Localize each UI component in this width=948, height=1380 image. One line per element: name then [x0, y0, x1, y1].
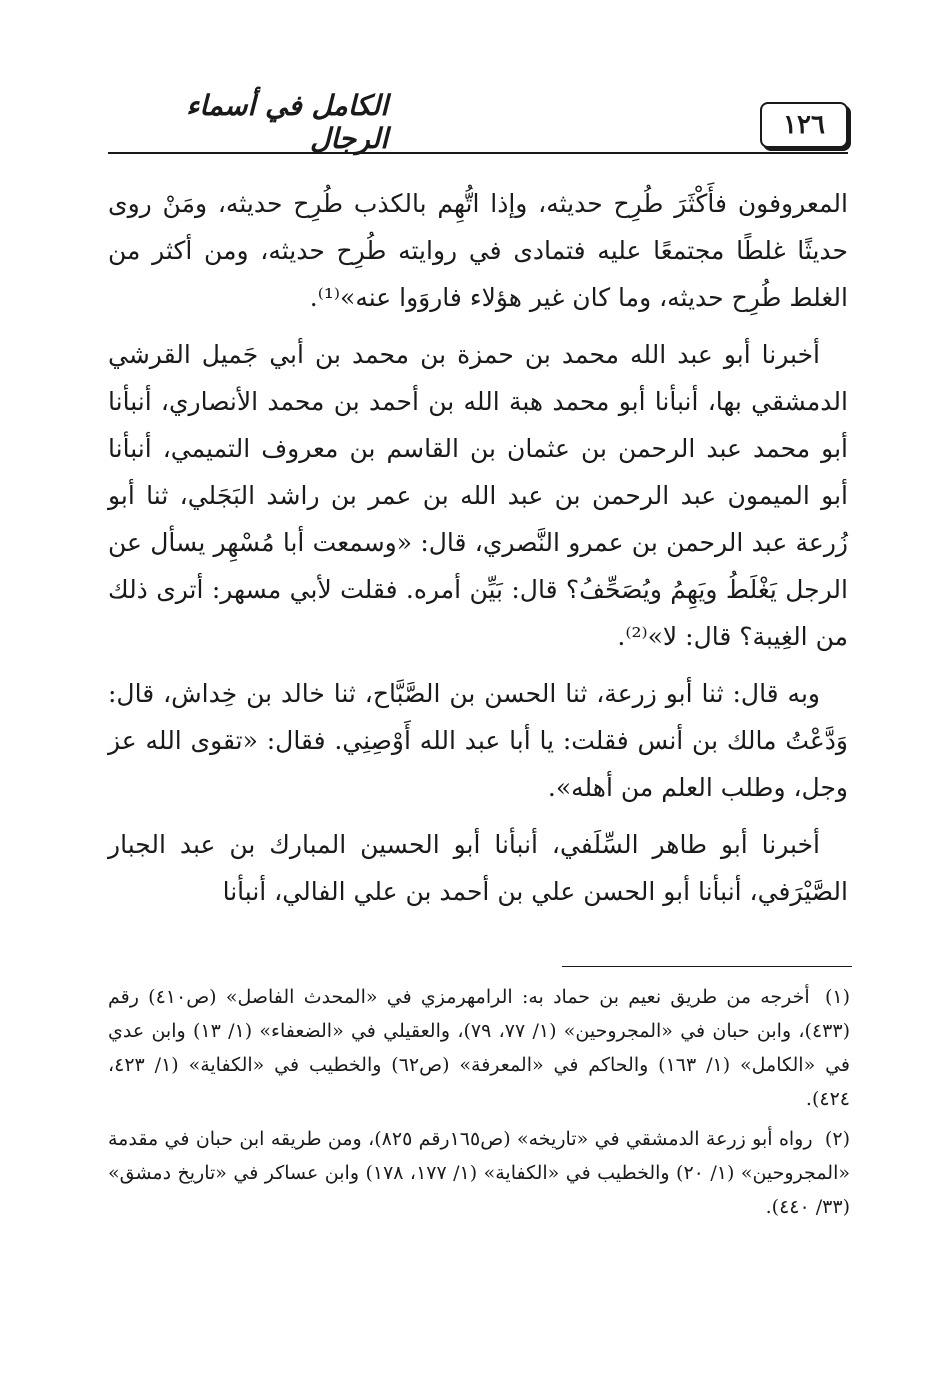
paragraph-4: أخبرنا أبو طاهر السِّلَفي، أنبأنا أبو الحسين المبارك بن عبد الجبار الصَّيْرَفي، أنبأنا أبو الحسن علي بن أحمد بن علي الفالي، أنبأنا: [108, 830, 848, 906]
footnote-number: (١): [824, 986, 850, 1008]
paragraph-2: أخبرنا أبو عبد الله محمد بن حمزة بن محمد بن أبي جَميل القرشي الدمشقي بها، أنبأنا أبو محمد هبة الله بن أحمد بن محمد الأنصاري، أنبأنا أبو محمد عبد الرحمن بن عثمان بن القاسم بن معروف التميمي، أنبأنا أبو الميمون عبد الرحمن بن عبد الله بن عمر بن راشد البَجَلي، ثنا أبو زُرعة عبد الرحمن بن عمرو النَّصري، قال: «وسمعت أبا مُسْهِر يسأل عن الرجل يَغْلَطُ ويَهِمُ ويُصَحِّفُ؟ قال: بَيِّن أمره. فقلت لأبي مسهر: أترى ذلك من الغِيبة؟ قال: لا»⁽²⁾.: [108, 340, 848, 651]
footnote-2: [108, 1122, 850, 1224]
header-rule: [108, 152, 848, 154]
footnote-1: [108, 980, 850, 1116]
running-title: الكامل في أسماء الرجال: [186, 89, 388, 155]
footnote-number: (٢): [824, 1128, 850, 1150]
footnote-text: رواه أبو زرعة الدمشقي في «تاريخه» (ص١٦٥رقم ٨٢٥)، ومن طريقه ابن حبان في مقدمة «المجروحين» (١/ ٢٠) والخطيب في «الكفاية» (١/ ١٧٧، ١٧٨) وابن عساكر في «تاريخ دمشق» (٣٣/ ٤٤٠).: [108, 1128, 850, 1218]
page-number: ١٢٦: [760, 102, 848, 148]
footnote-text: أخرجه من طريق نعيم بن حماد به: الرامهرمزي في «المحدث الفاصل» (ص٤١٠) رقم (٤٣٣)، وابن حبان في «المجروحين» (١/ ٧٧، ٧٩)، والعقيلي في «الضعفاء» (١/ ١٣) وابن عدي في «الكامل» (١/ ١٦٣) والحاكم في «المعرفة» (ص٦٢) والخطيب في «الكفاية» (١/ ٤٢٣، ٤٢٤).: [108, 986, 850, 1110]
footnote-separator: [562, 966, 852, 967]
footnotes: [108, 980, 850, 1230]
paragraph-3: وبه قال: ثنا أبو زرعة، ثنا الحسن بن الصَّبَّاح، ثنا خالد بن خِداش، قال: وَدَّعْتُ مالك بن أنس فقلت: يا أبا عبد الله أَوْصِنِي. فقال: «تقوى الله عز وجل، وطلب العلم من أهله».: [108, 679, 848, 802]
main-text: [108, 180, 848, 925]
paragraph-1: المعروفون فأَكْثَرَ طُرِح حديثه، وإذا اتُّهِم بالكذب طُرِح حديثه، ومَنْ روى حديثًا غلطًا مجتمعًا عليه فتمادى في روايته طُرِح حديثه، ومن أكثر من الغلط طُرِح حديثه، وما كان غير هؤلاء فاروَوا عنه»⁽¹⁾.: [108, 189, 848, 312]
page-header: [108, 89, 848, 156]
